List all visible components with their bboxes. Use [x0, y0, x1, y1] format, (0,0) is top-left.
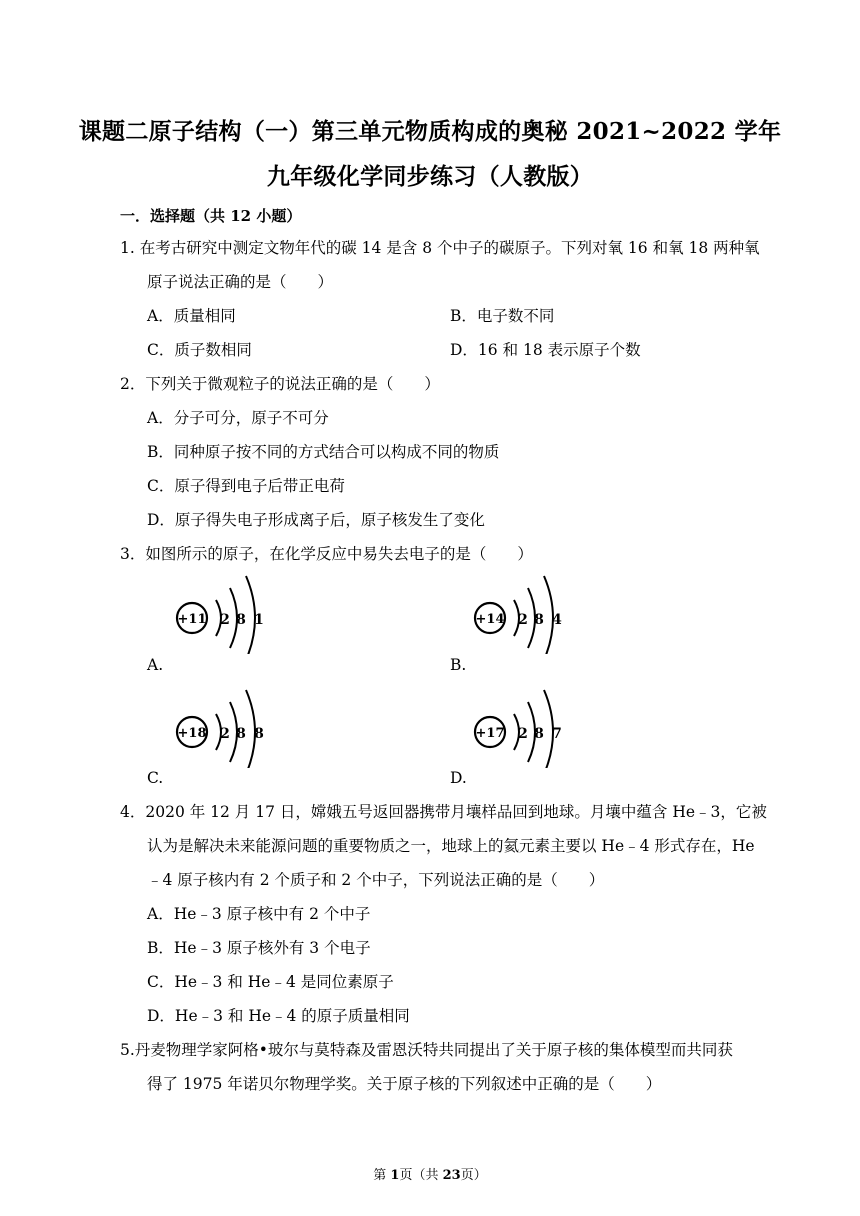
q5-stem: 5.丹麦物理学家阿格•玻尔与莫特森及雷恩沃特共同提出了关于原子核的集体模型而共同获	[120, 1041, 733, 1059]
q3-option-c: C.	[147, 769, 164, 787]
q1-option-c: C．质子数相同	[147, 341, 252, 359]
footer-total-pages: 23	[442, 1168, 461, 1183]
q2-option-b: B．同种原子按不同的方式结合可以构成不同的物质	[147, 443, 500, 461]
atom-diagram-d	[470, 688, 580, 768]
shell-2-electrons: 8	[236, 726, 246, 742]
q4-option-a: A．He﹣3 原子核中有 2 个中子	[147, 905, 371, 923]
footer-prefix: 第	[373, 1168, 391, 1183]
q5-stem-cont: 得了 1975 年诺贝尔物理学奖。关于原子核的下列叙述中正确的是（ ）	[147, 1075, 662, 1093]
atom-diagram-c	[172, 688, 282, 768]
q2-option-a: A．分子可分，原子不可分	[147, 409, 329, 427]
nucleus-charge: +11	[177, 612, 207, 627]
q3-option-a: A.	[147, 656, 164, 674]
q2-option-c: C．原子得到电子后带正电荷	[147, 477, 345, 495]
q2-option-d: D．原子得失电子形成离子后，原子核发生了变化	[147, 511, 485, 529]
section-heading: 一．选择题（共 12 小题）	[120, 207, 302, 225]
shell-3-electrons: 8	[254, 726, 264, 742]
atom-diagram-b	[470, 574, 580, 654]
footer-page-number: 1	[390, 1168, 400, 1183]
nucleus-charge: +18	[177, 726, 207, 741]
shell-3-electrons: 1	[254, 612, 264, 628]
shell-2-electrons: 8	[534, 726, 544, 742]
q4-option-d: D．He﹣3 和 He﹣4 的原子质量相同	[147, 1007, 410, 1025]
q1-option-d: D．16 和 18 表示原子个数	[450, 341, 641, 359]
shell-1-electrons: 2	[220, 726, 230, 742]
q3-option-d: D.	[450, 769, 467, 787]
shell-3-electrons: 7	[552, 726, 562, 742]
shell-1-electrons: 2	[518, 726, 528, 742]
shell-2-electrons: 8	[236, 612, 246, 628]
shell-2-electrons: 8	[534, 612, 544, 628]
q1-option-b: B．电子数不同	[450, 307, 555, 325]
q2-stem: 2．下列关于微观粒子的说法正确的是（ ）	[120, 375, 440, 393]
q1-stem-cont: 原子说法正确的是（ ）	[147, 273, 334, 291]
shell-1-electrons: 2	[518, 612, 528, 628]
document-title-line2: 九年级化学同步练习（人教版）	[266, 163, 594, 190]
nucleus-charge: +17	[475, 726, 505, 741]
q3-stem: 3．如图所示的原子，在化学反应中易失去电子的是（ ）	[120, 545, 533, 563]
q4-stem-cont-1: 认为是解决未来能源问题的重要物质之一，地球上的氦元素主要以 He﹣4 形式存在，He	[147, 837, 755, 855]
q3-option-b: B.	[450, 656, 467, 674]
footer-mid: 页（共	[399, 1168, 443, 1183]
atom-diagram-a	[172, 574, 282, 654]
nucleus-charge: +14	[475, 612, 505, 627]
shell-1-electrons: 2	[220, 612, 230, 628]
document-title-line1: 课题二原子结构（一）第三单元物质构成的奥秘 2021~2022 学年	[78, 118, 782, 145]
shell-3-electrons: 4	[552, 612, 562, 628]
q1-stem: 1. 在考古研究中测定文物年代的碳 14 是含 8 个中子的碳原子。下列对氧 16 和氧 18 两种氧	[120, 239, 760, 257]
q4-stem: 4．2020 年 12 月 17 日，嫦娥五号返回器携带月壤样品回到地球。月壤中蕴含 He﹣3，它被	[120, 803, 767, 821]
q4-option-b: B．He﹣3 原子核外有 3 个电子	[147, 939, 371, 957]
q4-option-c: C．He﹣3 和 He﹣4 是同位素原子	[147, 973, 394, 991]
q4-stem-cont-2: ﹣4 原子核内有 2 个质子和 2 个中子，下列说法正确的是（ ）	[147, 871, 605, 889]
page-footer	[0, 1164, 860, 1183]
q1-option-a: A．质量相同	[147, 307, 236, 325]
footer-suffix: 页）	[460, 1168, 487, 1183]
